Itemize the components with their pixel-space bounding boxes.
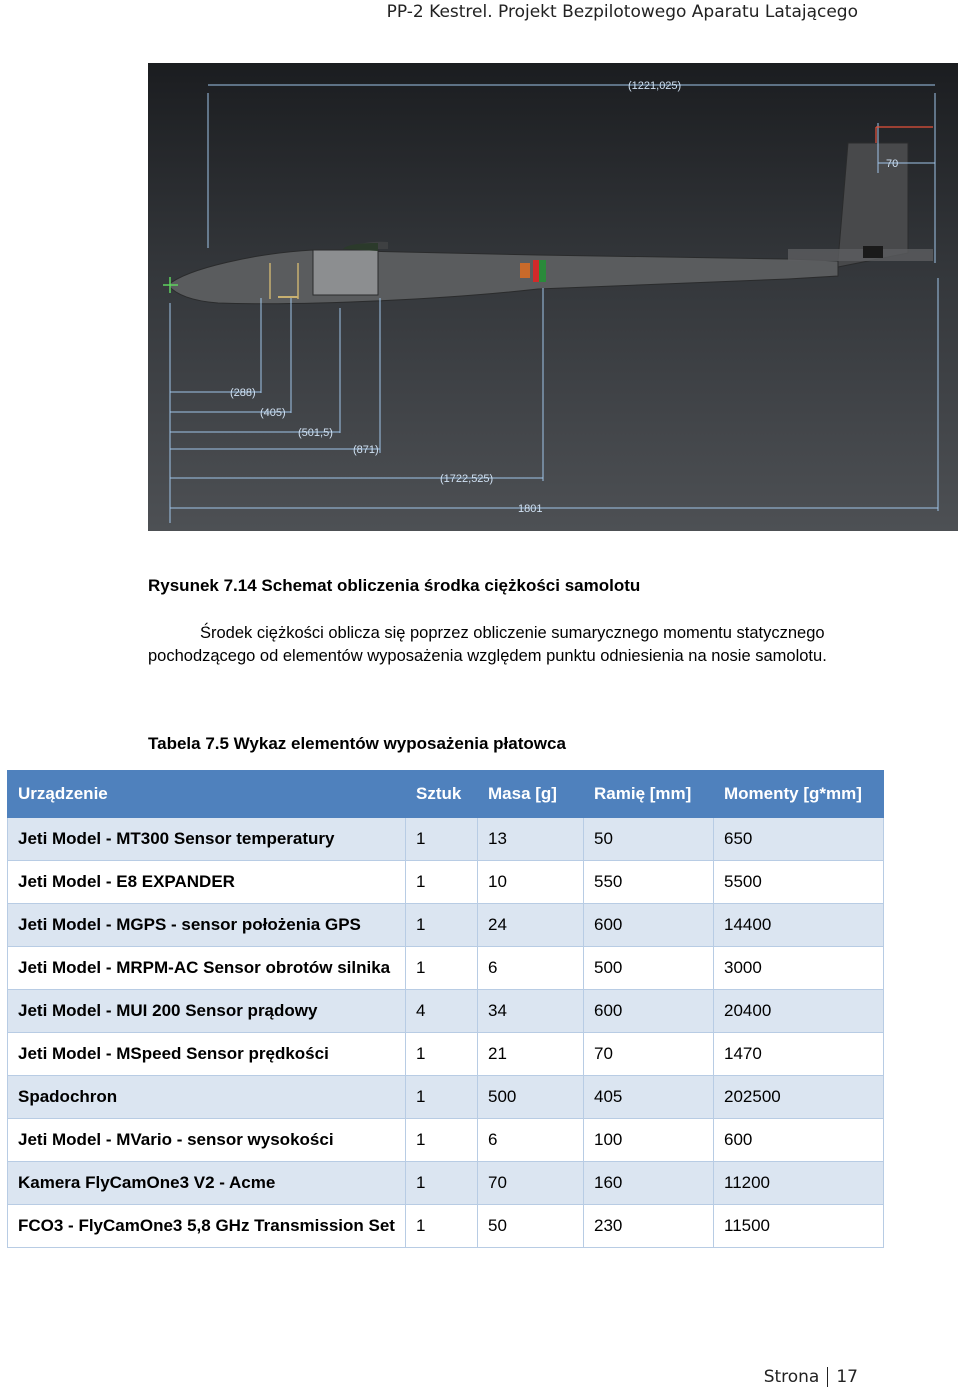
page-header-title: PP-2 Kestrel. Projekt Bezpilotowego Aparatu Latającego bbox=[386, 2, 858, 22]
body-paragraph-text: Środek ciężkości oblicza się poprzez obliczenie sumarycznego momentu statycznego pochodzącego od elementów wyposażenia względem punktu odniesienia na nosie samolotu. bbox=[148, 624, 827, 665]
cell-count: 1 bbox=[406, 1119, 478, 1162]
header-device: Urządzenie bbox=[8, 771, 406, 818]
table-row bbox=[8, 947, 884, 990]
cell-count: 4 bbox=[406, 990, 478, 1033]
cell-arm: 600 bbox=[584, 990, 714, 1033]
dim-label-70: 70 bbox=[886, 158, 899, 170]
aircraft-schematic-figure bbox=[148, 63, 958, 531]
cell-moment: 600 bbox=[714, 1119, 884, 1162]
dim-label-405: (405) bbox=[260, 407, 286, 419]
footer-separator bbox=[827, 1367, 828, 1387]
header-count: Sztuk bbox=[406, 771, 478, 818]
cell-mass: 6 bbox=[478, 947, 584, 990]
table-row bbox=[8, 1119, 884, 1162]
dim-label-1221: (1221,025) bbox=[628, 80, 682, 92]
cell-mass: 24 bbox=[478, 904, 584, 947]
cell-moment: 202500 bbox=[714, 1076, 884, 1119]
table-row bbox=[8, 1033, 884, 1076]
cell-count: 1 bbox=[406, 1205, 478, 1248]
cell-arm: 500 bbox=[584, 947, 714, 990]
cell-moment: 11500 bbox=[714, 1205, 884, 1248]
header-moment: Momenty [g*mm] bbox=[714, 771, 884, 818]
cell-device: Spadochron bbox=[8, 1076, 406, 1119]
cell-moment: 14400 bbox=[714, 904, 884, 947]
table-row bbox=[8, 990, 884, 1033]
cell-device: Jeti Model - MVario - sensor wysokości bbox=[8, 1119, 406, 1162]
cell-arm: 600 bbox=[584, 904, 714, 947]
cell-count: 1 bbox=[406, 1162, 478, 1205]
cell-arm: 100 bbox=[584, 1119, 714, 1162]
cell-mass: 70 bbox=[478, 1162, 584, 1205]
header-mass: Masa [g] bbox=[478, 771, 584, 818]
cell-device: Jeti Model - MUI 200 Sensor prądowy bbox=[8, 990, 406, 1033]
footer-label: Strona bbox=[763, 1367, 820, 1387]
cell-mass: 10 bbox=[478, 861, 584, 904]
cell-arm: 550 bbox=[584, 861, 714, 904]
ring-red bbox=[533, 260, 539, 282]
header-arm: Ramię [mm] bbox=[584, 771, 714, 818]
table-row bbox=[8, 861, 884, 904]
cell-arm: 230 bbox=[584, 1205, 714, 1248]
cell-count: 1 bbox=[406, 861, 478, 904]
cell-mass: 34 bbox=[478, 990, 584, 1033]
cell-arm: 160 bbox=[584, 1162, 714, 1205]
table-row bbox=[8, 1162, 884, 1205]
table-row bbox=[8, 1076, 884, 1119]
cell-moment: 650 bbox=[714, 818, 884, 861]
page-number: 17 bbox=[836, 1367, 858, 1387]
dim-label-1801: 1801 bbox=[518, 503, 543, 515]
cell-count: 1 bbox=[406, 818, 478, 861]
cell-device: Jeti Model - E8 EXPANDER bbox=[8, 861, 406, 904]
cell-count: 1 bbox=[406, 904, 478, 947]
cell-arm: 50 bbox=[584, 818, 714, 861]
dim-label-1722: (1722,525) bbox=[440, 473, 494, 485]
wing-section bbox=[313, 250, 378, 295]
table-row bbox=[8, 904, 884, 947]
cell-device: Jeti Model - MGPS - sensor położenia GPS bbox=[8, 904, 406, 947]
cell-device: FCO3 - FlyCamOne3 5,8 GHz Transmission Set bbox=[8, 1205, 406, 1248]
cell-moment: 1470 bbox=[714, 1033, 884, 1076]
ring-green bbox=[539, 260, 546, 282]
table-row bbox=[8, 818, 884, 861]
cell-device: Jeti Model - MRPM-AC Sensor obrotów silnika bbox=[8, 947, 406, 990]
dim-label-501: (501,5) bbox=[298, 427, 333, 439]
cell-moment: 11200 bbox=[714, 1162, 884, 1205]
horizontal-stabilizer bbox=[788, 249, 933, 261]
cell-mass: 500 bbox=[478, 1076, 584, 1119]
cell-mass: 13 bbox=[478, 818, 584, 861]
cell-device: Jeti Model - MT300 Sensor temperatury bbox=[8, 818, 406, 861]
dim-label-871: (871) bbox=[353, 444, 379, 456]
cell-moment: 20400 bbox=[714, 990, 884, 1033]
cell-mass: 50 bbox=[478, 1205, 584, 1248]
table-row bbox=[8, 1205, 884, 1248]
body-paragraph bbox=[148, 622, 908, 668]
cell-mass: 21 bbox=[478, 1033, 584, 1076]
cell-count: 1 bbox=[406, 1076, 478, 1119]
cell-count: 1 bbox=[406, 1033, 478, 1076]
table-header-row bbox=[8, 771, 884, 818]
cell-device: Jeti Model - MSpeed Sensor prędkości bbox=[8, 1033, 406, 1076]
cell-arm: 70 bbox=[584, 1033, 714, 1076]
cell-mass: 6 bbox=[478, 1119, 584, 1162]
table-title: Tabela 7.5 Wykaz elementów wyposażenia płatowca bbox=[148, 734, 566, 753]
ring-orange bbox=[520, 263, 530, 278]
dim-label-288: (288) bbox=[230, 387, 256, 399]
page-footer bbox=[764, 1367, 858, 1387]
equipment-table bbox=[7, 770, 884, 1248]
cell-device: Kamera FlyCamOne3 V2 - Acme bbox=[8, 1162, 406, 1205]
fuselage bbox=[168, 250, 838, 304]
cell-moment: 5500 bbox=[714, 861, 884, 904]
cell-count: 1 bbox=[406, 947, 478, 990]
figure-caption: Rysunek 7.14 Schemat obliczenia środka ciężkości samolotu bbox=[148, 576, 641, 595]
tail-mount bbox=[863, 246, 883, 258]
cell-moment: 3000 bbox=[714, 947, 884, 990]
cell-arm: 405 bbox=[584, 1076, 714, 1119]
